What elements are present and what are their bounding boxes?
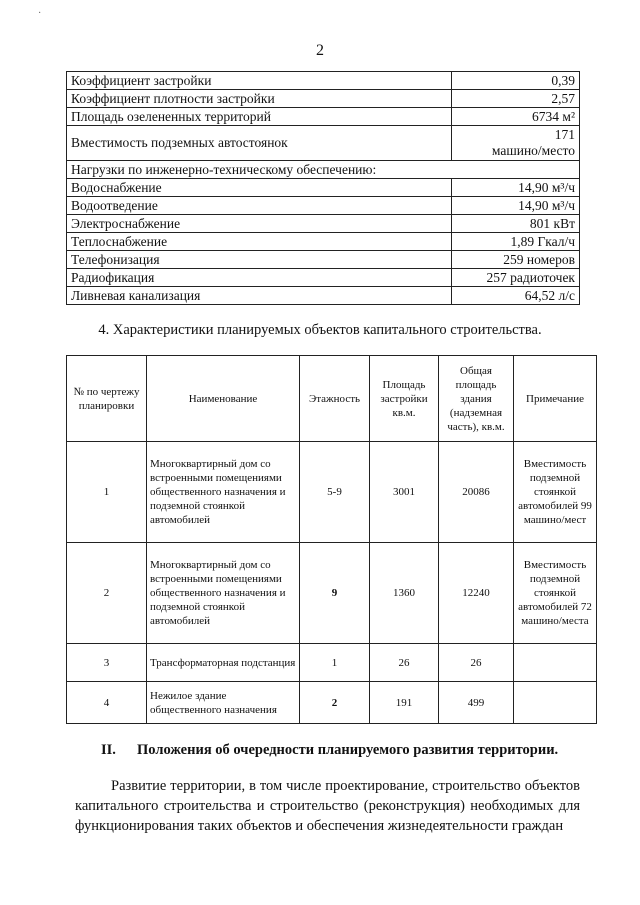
table-row	[67, 72, 580, 90]
table-row	[67, 251, 580, 269]
planned-objects-table	[66, 355, 597, 724]
cell-note: Вместимость подземной стоянкой автомобилей 99 машино/мест	[514, 442, 597, 543]
cell-floors: 5-9	[300, 442, 370, 543]
page-number: 2	[316, 42, 324, 59]
column-header-area-build: Площадь застройки кв.м.	[370, 356, 439, 442]
cell-name: Трансформаторная подстанция	[147, 644, 300, 682]
body-paragraph: Развитие территории, в том числе проектирование, строительство объектов капитального строительства и строительство (реконструкция) необходимых для функционирования таких объектов и обеспечения жизнедеятельности граждан	[75, 778, 580, 834]
cell-name: Нежилое здание общественного назначения	[147, 682, 300, 724]
column-header-num: № по чертежу планировки	[67, 356, 147, 442]
section-2-heading	[101, 742, 601, 759]
cell-num: 4	[67, 682, 147, 724]
table-row	[67, 269, 580, 287]
section-2-title: Положения об очередности планируемого развития территории.	[137, 742, 559, 758]
indicator-value-line2: машино/место	[491, 143, 575, 158]
cell-floors: 9	[300, 543, 370, 644]
cell-note: Вместимость подземной стоянкой автомобилей 72 машино/места	[514, 543, 597, 644]
table-row	[67, 287, 580, 305]
table-row	[67, 108, 580, 126]
cell-note	[514, 644, 597, 682]
section-2-number: II.	[101, 742, 116, 758]
column-header-note: Примечание	[514, 356, 597, 442]
table-header-row	[67, 356, 597, 442]
column-header-floors: Этажность	[300, 356, 370, 442]
table-row	[67, 215, 580, 233]
cell-area-total: 20086	[439, 442, 514, 543]
column-header-name: Наименование	[147, 356, 300, 442]
table-row	[67, 644, 597, 682]
indicator-label: Ливневая канализация	[67, 287, 452, 305]
cell-floors: 2	[300, 682, 370, 724]
cell-floors: 1	[300, 644, 370, 682]
indicator-label: Телефонизация	[67, 251, 452, 269]
cell-note	[514, 682, 597, 724]
cell-name: Многоквартирный дом со встроенными помещениями общественного назначения и подземной стоянкой автомобилей	[147, 543, 300, 644]
indicator-value: 259 номеров	[452, 251, 580, 269]
indicator-label: Теплоснабжение	[67, 233, 452, 251]
cell-area-build: 26	[370, 644, 439, 682]
cell-num: 3	[67, 644, 147, 682]
cell-area-total: 26	[439, 644, 514, 682]
indicator-label: Площадь озелененных территорий	[67, 108, 452, 126]
indicator-value: 0,39	[452, 72, 580, 90]
indicator-label: Коэффициент застройки	[67, 72, 452, 90]
cell-num: 2	[67, 543, 147, 644]
table-row	[67, 442, 597, 543]
indicator-value: 6734 м²	[452, 108, 580, 126]
indicator-label: Радиофикация	[67, 269, 452, 287]
cell-area-build: 3001	[370, 442, 439, 543]
technical-indicators-table	[66, 71, 580, 305]
indicator-value: 801 кВт	[452, 215, 580, 233]
indicator-value: 257 радиоточек	[452, 269, 580, 287]
cell-area-total: 12240	[439, 543, 514, 644]
section-4-title: 4. Характеристики планируемых объектов капитального строительства.	[98, 322, 542, 338]
cell-num: 1	[67, 442, 147, 543]
indicator-label: Коэффициент плотности застройки	[67, 90, 452, 108]
column-header-area-total: Общая площадь здания (надземная часть), кв.м.	[439, 356, 514, 442]
indicator-label: Водоотведение	[67, 197, 452, 215]
indicator-label: Электроснабжение	[67, 215, 452, 233]
table-row	[67, 179, 580, 197]
scan-mark: ·	[38, 8, 42, 19]
cell-area-build: 191	[370, 682, 439, 724]
indicator-value: 1,89 Гкал/ч	[452, 233, 580, 251]
table-row	[67, 682, 597, 724]
indicator-label: Вместимость подземных автостоянок	[67, 126, 452, 161]
indicator-label: Нагрузки по инженерно-техническому обеспечению:	[67, 161, 580, 179]
table-row	[67, 233, 580, 251]
indicator-label: Водоснабжение	[67, 179, 452, 197]
table-row	[67, 543, 597, 644]
indicator-value: 14,90 м³/ч	[452, 179, 580, 197]
table-row	[67, 197, 580, 215]
table-row	[67, 126, 580, 161]
cell-area-build: 1360	[370, 543, 439, 644]
indicator-value: 64,52 л/с	[452, 287, 580, 305]
cell-area-total: 499	[439, 682, 514, 724]
indicator-value	[452, 126, 580, 161]
indicator-value-line1: 171	[554, 127, 575, 142]
indicator-value: 2,57	[452, 90, 580, 108]
indicator-value: 14,90 м³/ч	[452, 197, 580, 215]
table-row	[67, 161, 580, 179]
cell-name: Многоквартирный дом со встроенными помещениями общественного назначения и подземной стоянкой автомобилей	[147, 442, 300, 543]
table-row	[67, 90, 580, 108]
